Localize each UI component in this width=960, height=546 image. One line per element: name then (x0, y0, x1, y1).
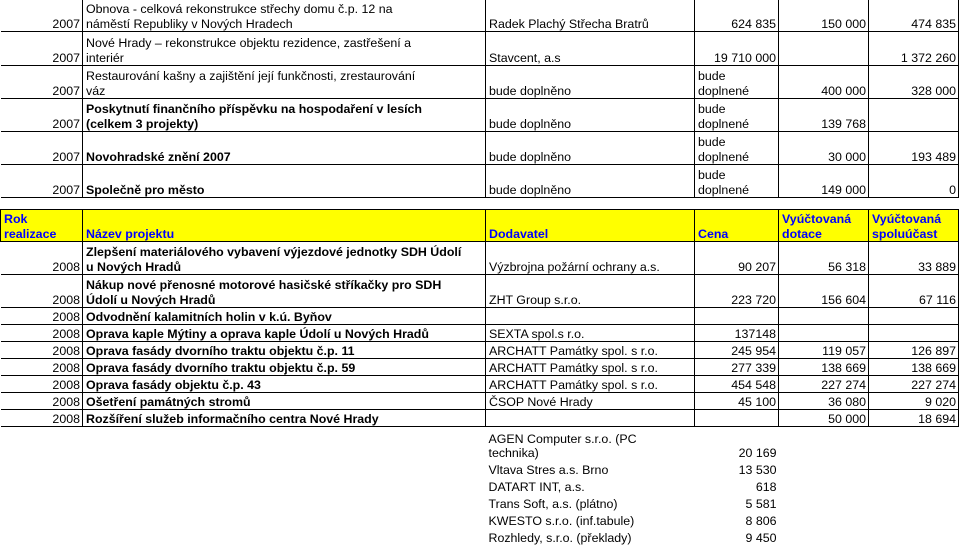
table-row (1, 165, 959, 198)
subsidy-cell: 150 000 (779, 0, 869, 32)
supplier-cell: bude doplněno (486, 66, 695, 99)
supplier-cell (486, 308, 695, 325)
table-row (1, 410, 959, 427)
cell-line: náměstí Republiky v Nových Hradech (86, 16, 293, 31)
header-row (1, 210, 959, 242)
price-cell: 13 530 (738, 463, 777, 477)
cell-line: bude (698, 168, 726, 182)
empty-cell (1, 461, 83, 478)
supplier-cell (486, 410, 695, 427)
cell-line: Rok (4, 212, 28, 226)
price-cell (695, 99, 779, 132)
cell-line: Společně pro město (86, 182, 205, 197)
cell-line: Poskytnutí finančního příspěvku na hospodaření v lesích (86, 102, 422, 116)
project-name-cell (83, 0, 486, 32)
year-cell: 2007 (1, 165, 83, 198)
project-name-cell: Rozšíření služeb informačního centra Nové Hrady (83, 410, 486, 427)
spacer-cell (83, 198, 486, 210)
share-cell: 0 (869, 165, 959, 198)
share-cell (869, 99, 959, 132)
supplier-cell: Výzbrojna požární ochrany a.s. (486, 242, 695, 275)
supplier-cell: ARCHATT Památky spol. s r.o. (486, 342, 695, 359)
supplier-cell: bude doplněno (486, 132, 695, 165)
header-share (869, 210, 959, 242)
share-cell (869, 325, 959, 342)
subsidy-cell: 56 318 (779, 242, 869, 275)
spacer-cell (486, 198, 695, 210)
empty-cell (1, 427, 83, 461)
year-cell: 2007 (1, 99, 83, 132)
table-row (1, 393, 959, 410)
table-row (1, 0, 959, 32)
cell-line: Obnova - celková rekonstrukce střechy domu č.p. 12 na (86, 2, 393, 16)
project-name-cell: Oprava fasády dvorního traktu objektu č.p. 11 (83, 342, 486, 359)
year-cell: 2008 (1, 242, 83, 275)
subsidy-cell: 36 080 (779, 393, 869, 410)
share-cell: 126 897 (869, 342, 959, 359)
price-cell: 277 339 (695, 359, 779, 376)
price-cell (695, 66, 779, 99)
subsidy-cell (779, 325, 869, 342)
price-cell: 223 720 (695, 275, 779, 308)
cell-line: interiér (86, 50, 124, 65)
cell-line: Zlepšení materiálového vybavení výjezdové jednotky SDH Údolí (86, 245, 462, 259)
empty-cell (83, 478, 486, 495)
empty-cell (779, 478, 869, 495)
supplier-cell: ARCHATT Památky spol. s r.o. (486, 376, 695, 393)
price-cell (695, 410, 779, 427)
table-row (1, 275, 959, 308)
cell-line: Nové Hrady – rekonstrukce objektu rezidence, zastřešení a (86, 36, 412, 50)
empty-cell (779, 495, 869, 512)
price-cell: 245 954 (695, 342, 779, 359)
share-cell (869, 308, 959, 325)
empty-cell (869, 427, 959, 461)
empty-cell (83, 495, 486, 512)
price-cell: 45 100 (695, 393, 779, 410)
year-cell: 2008 (1, 342, 83, 359)
share-cell: 138 669 (869, 359, 959, 376)
cell-line: dotace (782, 226, 822, 241)
subsidy-cell (779, 32, 869, 66)
supplier-cell: DATART INT, a.s. (488, 480, 585, 494)
cell-line: (celkem 3 projekty) (86, 116, 199, 131)
table-row (1, 359, 959, 376)
year-cell: 2007 (1, 0, 83, 32)
supplier-cell: Trans Soft, a.s. (plátno) (488, 497, 618, 511)
subsidy-cell: 138 669 (779, 359, 869, 376)
project-name-cell (83, 242, 486, 275)
share-cell: 18 694 (869, 410, 959, 427)
project-name-cell (83, 165, 486, 198)
empty-cell (779, 461, 869, 478)
spacer-cell (1, 198, 83, 210)
year-cell: 2008 (1, 308, 83, 325)
cell-line: Vyúčtovaná (872, 212, 942, 226)
empty-cell (1, 529, 83, 546)
cell-line: u Nových Hradů (86, 259, 182, 274)
project-name-cell: Oprava fasády objektu č.p. 43 (83, 376, 486, 393)
cell-line: Vyúčtovaná (782, 212, 852, 226)
supplier-cell: KWESTO s.r.o. (inf.tabule) (488, 514, 635, 528)
empty-cell (1, 495, 83, 512)
cell-line: doplnené (698, 149, 749, 164)
project-name-cell (83, 66, 486, 99)
empty-cell (779, 427, 869, 461)
cell-line: váz (86, 83, 106, 98)
header-subsidy (779, 210, 869, 242)
header-name: Název projektu (83, 210, 486, 242)
project-name-cell: Ošetření památných stromů (83, 393, 486, 410)
supplier-cell (486, 427, 695, 461)
year-cell: 2008 (1, 393, 83, 410)
project-name-cell (83, 99, 486, 132)
share-cell: 67 116 (869, 275, 959, 308)
project-name-cell (83, 132, 486, 165)
spacer-cell (779, 198, 869, 210)
price-cell: 19 710 000 (695, 32, 779, 66)
empty-cell (869, 529, 959, 546)
empty-cell (1, 478, 83, 495)
projects-table-body (1, 0, 959, 546)
cell-line: Novohradské znění 2007 (86, 149, 231, 164)
cell-line: realizace (4, 226, 57, 241)
share-cell: 227 274 (869, 376, 959, 393)
project-name-cell: Odvodnění kalamitních holin v k.ú. Byňov (83, 308, 486, 325)
cell-line: Restaurování kašny a zajištění její funkčnosti, zrestaurování (86, 69, 416, 83)
supplier-cell: Rozhledy, s.r.o. (překlady) (488, 531, 632, 545)
share-cell: 33 889 (869, 242, 959, 275)
supplier-subrow (1, 512, 959, 529)
empty-cell (869, 478, 959, 495)
price-cell: 9 450 (745, 531, 777, 545)
table-row (1, 132, 959, 165)
table-row (1, 342, 959, 359)
cell-line (86, 135, 483, 150)
share-cell: 9 020 (869, 393, 959, 410)
share-cell: 1 372 260 (869, 32, 959, 66)
supplier-cell: Vltava Stres a.s. Brno (488, 463, 609, 477)
supplier-subrow (1, 529, 959, 546)
table-row (1, 308, 959, 325)
project-name-cell (83, 275, 486, 308)
year-cell: 2008 (1, 359, 83, 376)
price-cell (695, 308, 779, 325)
empty-cell (83, 427, 486, 461)
subsidy-cell: 156 604 (779, 275, 869, 308)
price-cell: 90 207 (695, 242, 779, 275)
price-cell: 137148 (695, 325, 779, 342)
table-row (1, 66, 959, 99)
table-row (1, 242, 959, 275)
project-name-cell: Oprava kaple Mýtiny a oprava kaple Údolí u Nových Hradů (83, 325, 486, 342)
cell-line: doplnené (698, 182, 749, 197)
empty-cell (779, 529, 869, 546)
supplier-subrow (1, 478, 959, 495)
table-row (1, 32, 959, 66)
price-cell: 624 835 (695, 0, 779, 32)
spacer-cell (869, 198, 959, 210)
supplier-cell: bude doplněno (486, 99, 695, 132)
header-price: Cena (695, 210, 779, 242)
empty-cell (779, 512, 869, 529)
year-cell: 2008 (1, 275, 83, 308)
share-cell: 193 489 (869, 132, 959, 165)
cell-line: doplnené (698, 116, 749, 131)
project-name-cell (83, 32, 486, 66)
supplier-cell: Radek Plachý Střecha Bratrů (486, 0, 695, 32)
empty-cell (869, 495, 959, 512)
subsidy-cell (779, 308, 869, 325)
empty-cell (1, 512, 83, 529)
supplier-cell: ZHT Group s.r.o. (486, 275, 695, 308)
cell-line (86, 168, 483, 183)
supplier-subrow (1, 427, 959, 461)
supplier-cell: SEXTA spol.s r.o. (486, 325, 695, 342)
table-row (1, 376, 959, 393)
year-cell: 2007 (1, 132, 83, 165)
supplier-cell: bude doplněno (486, 165, 695, 198)
header-year (1, 210, 83, 242)
cell-line: Nákup nové přenosné motorové hasičské stříkačky pro SDH (86, 278, 442, 292)
subsidy-cell: 149 000 (779, 165, 869, 198)
share-cell: 328 000 (869, 66, 959, 99)
cell-line: AGEN Computer s.r.o. (PC (488, 431, 637, 446)
cell-line: technika) (488, 446, 539, 460)
subsidy-cell: 139 768 (779, 99, 869, 132)
table-row (1, 325, 959, 342)
empty-cell (869, 461, 959, 478)
price-cell: 5 581 (745, 497, 777, 511)
empty-cell (869, 512, 959, 529)
table-row (1, 99, 959, 132)
empty-cell (83, 461, 486, 478)
year-cell: 2007 (1, 66, 83, 99)
year-cell: 2007 (1, 32, 83, 66)
project-name-cell: Oprava fasády dvorního traktu objektu č.p. 59 (83, 359, 486, 376)
share-cell: 474 835 (869, 0, 959, 32)
subsidy-cell: 400 000 (779, 66, 869, 99)
subsidy-cell: 119 057 (779, 342, 869, 359)
empty-cell (83, 529, 486, 546)
cell-line: bude (698, 102, 726, 116)
cell-line: doplnené (698, 83, 749, 98)
cell-line: bude (698, 69, 726, 83)
spacer-cell (695, 198, 779, 210)
supplier-cell: Stavcent, a.s (486, 32, 695, 66)
price-cell: 20 169 (738, 446, 777, 460)
price-cell (695, 132, 779, 165)
year-cell: 2008 (1, 376, 83, 393)
price-cell: 8 806 (745, 514, 777, 528)
year-cell: 2008 (1, 325, 83, 342)
year-cell: 2008 (1, 410, 83, 427)
cell-line: spoluúčast (872, 226, 938, 241)
empty-cell (83, 512, 486, 529)
subsidy-cell: 227 274 (779, 376, 869, 393)
cell-line: bude (698, 135, 726, 149)
supplier-cell: ARCHATT Památky spol. s r.o. (486, 359, 695, 376)
supplier-subrow (1, 461, 959, 478)
supplier-subrow (1, 495, 959, 512)
subsidy-cell: 50 000 (779, 410, 869, 427)
price-cell: 454 548 (695, 376, 779, 393)
header-supplier: Dodavatel (486, 210, 695, 242)
subsidy-cell: 30 000 (779, 132, 869, 165)
cell-line: Údolí u Nových Hradů (86, 292, 216, 307)
supplier-cell: ČSOP Nové Hrady (486, 393, 695, 410)
price-cell: 618 (755, 480, 777, 494)
spacer-row (1, 198, 959, 210)
price-cell (695, 165, 779, 198)
